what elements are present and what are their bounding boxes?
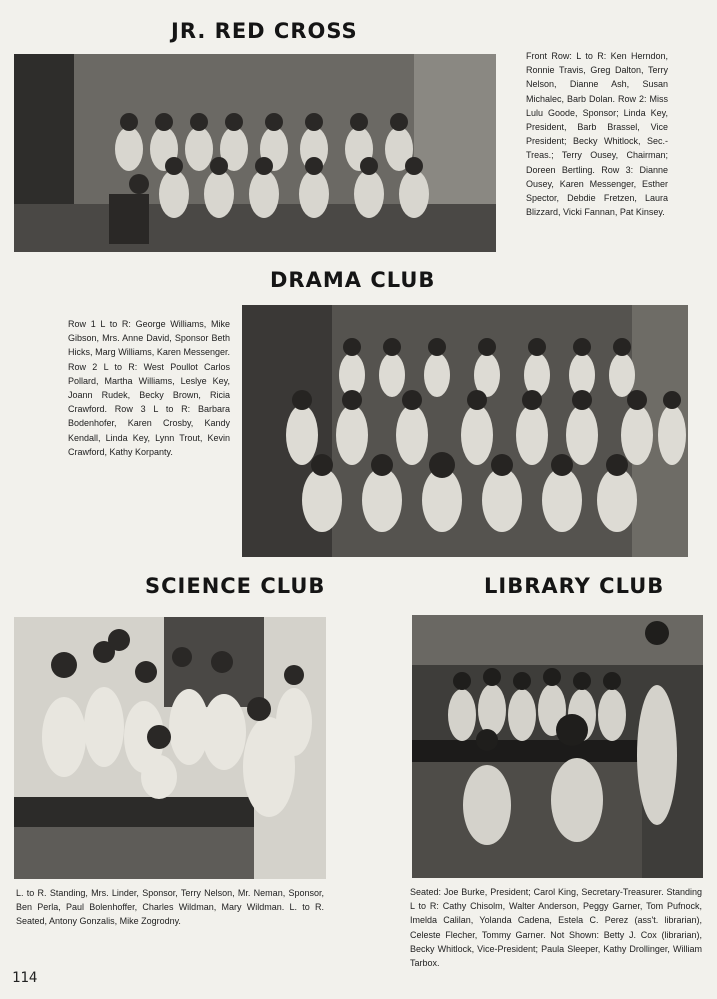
photo-library-club <box>412 615 703 878</box>
caption-red-cross: Front Row: L to R: Ken Herndon, Ronnie Travis, Greg Dalton, Terry Nelson, Dianne Ash, Susan Michalec, Barb Dolan. Row 2: Miss Lulu Goode, Sponsor; Linda Key, President, Barb Brassel, Vice President; Becky Whitlock, Sec.-Treas.; Terry Ousey, Chairman; Doreen Bertling. Row 3: Dianne Ousey, Karen Messenger, Esther Spector, Debdie Fretzen, Laura Blizzard, Vicki Fannan, Pat Kinsey. <box>526 51 668 218</box>
caption-drama-club: Row 1 L to R: George Williams, Mike Gibson, Mrs. Anne David, Sponsor Beth Hicks, Marg Williams, Karen Messenger. Row 2 L to R: West Poullot Carlos Pollard, Martha Williams, Leslye Key, Joann Rudek, Becky Brown, Ricia Crawford. Row 3 L to R: Barbara Bodenhofer, Karen Crosby, Kandy Kendall, Linda Key, Lynn Trout, Kevin Crawford, Kathy Korpanty. <box>68 319 230 457</box>
photo-red-cross <box>14 54 496 252</box>
page-number: 114 <box>12 970 38 986</box>
caption-library-club: Seated: Joe Burke, President; Carol King, Secretary-Treasurer. Standing L to R: Cathy Chisolm, Walter Anderson, Peggy Garner, Tom Pufnock, Imelda Calilan, Yolanda Cadena, Estela C. Perez (ass't. librarian), Celeste Flecher, Tommy Garner. Not Shown: Betty J. Cox (librarian), Becky Whitlock, Vice-President; Paula Sleeper, Kathy Drollinger, William Tarbox. <box>410 887 702 969</box>
heading-drama-club: DRAMA CLUB <box>270 268 436 292</box>
caption-science-club: L. to R. Standing, Mrs. Linder, Sponsor, Terry Nelson, Mr. Neman, Sponsor, Ben Perla, Paul Bolenhoffer, Charles Wildman, Mary Wildman. L. to R. Seated, Antony Gonzalis, Mike Zogrodny. <box>16 888 324 927</box>
heading-library-club: LIBRARY CLUB <box>484 574 665 598</box>
photo-drama-club <box>242 305 688 557</box>
heading-red-cross: JR. RED CROSS <box>171 19 358 43</box>
heading-science-club: SCIENCE CLUB <box>145 574 326 598</box>
photo-science-club <box>14 617 326 879</box>
